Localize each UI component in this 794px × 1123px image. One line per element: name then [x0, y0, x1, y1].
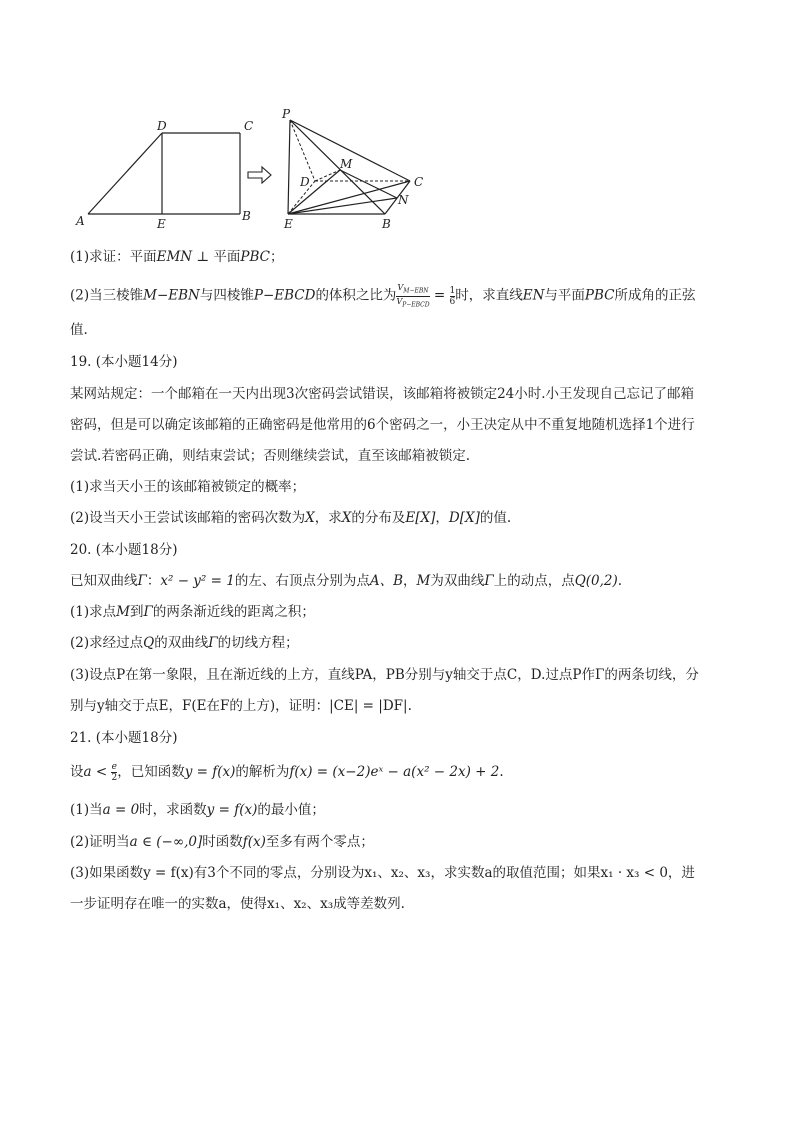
- q19-part2: (2)设当天小王尝试该邮箱的密码次数为X，求X的分布及E[X]，D[X]的值.: [70, 510, 512, 526]
- q21-part1: (1)当a = 0时，求函数y = f(x)的最小值；: [70, 802, 325, 818]
- right-pyramid: [281, 108, 423, 231]
- q19-header: 19. (本小题14分): [70, 354, 178, 370]
- label-d: D: [157, 119, 167, 133]
- label-b: B: [242, 209, 251, 223]
- transform-arrow-icon: [248, 167, 271, 183]
- q20-part3-line1: (3)设点P在第一象限，且在渐近线的上方，直线PA，PB分别与y轴交于点C，D.过点P作Γ的两条切线，分: [70, 667, 699, 683]
- ratio-value: $\frac{1}{6}$: [449, 285, 456, 307]
- q19-line3: 尝试.若密码正确，则结束尝试；否则继续尝试，直至该邮箱被锁定.: [70, 448, 471, 464]
- q21-part3-line2: 一步证明存在唯一的实数a，使得x₁、x₂、x₃成等差数列.: [70, 896, 405, 912]
- e-over-2: $\frac{e}{2}$: [111, 762, 118, 783]
- q20-part2: (2)求经过点Q的双曲线Γ的切线方程；: [70, 635, 299, 651]
- q20-line1: 已知双曲线Γ：x² − y² = 1的左、右顶点分别为点A、B，M为双曲线Γ上的动点，点Q(0,2).: [70, 573, 623, 589]
- q19-part1: (1)求当天小王的该邮箱被锁定的概率；: [70, 479, 306, 495]
- q19-line1: 某网站规定：一个邮箱在一天内出现3次密码尝试错误，该邮箱将被锁定24小时.小王发现自己忘记了邮箱: [70, 386, 695, 402]
- label-m: M: [340, 157, 353, 171]
- q18-part2-end: 值.: [70, 322, 88, 338]
- q19-line2: 密码，但是可以确定该邮箱的正确密码是他常用的6个密码之一，小王决定从中不重复地随机选择1个进行: [70, 417, 695, 433]
- geometry-figure: [72, 108, 432, 233]
- q21-line1: 设a < $\frac{e}{2}$ ，已知函数y = f(x)的解析为f(x) = (x−2)eˣ − a(x² − 2x) + 2.: [70, 762, 504, 783]
- volume-ratio: $\frac{V_{M-EBN}}{V_{P-EBCD}}$: [396, 283, 430, 309]
- q18-part2: (2)当三棱锥M−EBN与四棱锥P−EBCD的体积之比为 $\frac{V_{M-EBN}}{V_{P-EBCD}}$ = $\frac{1}{6}$ 时，求直线EN与平面PBC所成角的正弦: [70, 283, 696, 309]
- left-trapezoid: [75, 119, 253, 231]
- label-c2: C: [414, 175, 424, 189]
- label-n: N: [398, 193, 409, 207]
- q20-part1: (1)求点M到Γ的两条渐近线的距离之积；: [70, 604, 315, 620]
- q20-part3-line2: 别与y轴交于点E，F(E在F的上方)，证明：|CE| = |DF|.: [70, 698, 412, 714]
- label-d2: D: [300, 175, 310, 189]
- label-a: A: [76, 214, 85, 228]
- label-b2: B: [382, 217, 391, 231]
- label-p: P: [282, 108, 291, 121]
- q20-header: 20. (本小题18分): [70, 542, 178, 558]
- label-c: C: [244, 119, 254, 133]
- label-e2: E: [284, 217, 293, 231]
- q18-part1: (1)求证：平面EMN ⊥ 平面PBC；: [70, 249, 284, 265]
- q21-part2: (2)证明当a ∈ (−∞,0]时函数f(x)至多有两个零点；: [70, 834, 374, 850]
- q21-header: 21. (本小题18分): [70, 730, 178, 746]
- q21-part3-line1: (3)如果函数y = f(x)有3个不同的零点，分别设为x₁、x₂、x₃，求实数a的取值范围；如果x₁ · x₃ < 0，进: [70, 865, 695, 881]
- label-e: E: [157, 217, 166, 231]
